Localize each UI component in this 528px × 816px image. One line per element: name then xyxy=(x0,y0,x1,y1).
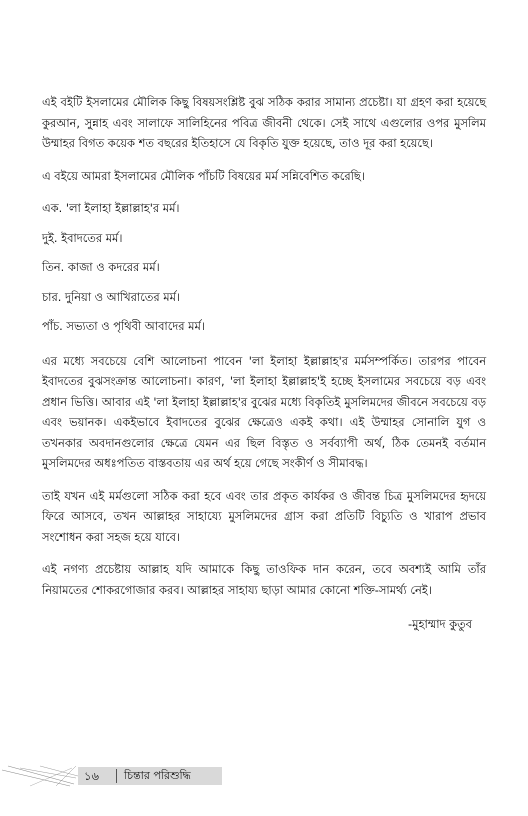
running-title: চিন্তার পরিশুদ্ধি xyxy=(124,769,191,782)
list-item: চার. দুনিয়া ও আখিরাতের মর্ম। xyxy=(42,289,180,304)
body-paragraph-1: এর মধ্যে সবচেয়ে বেশি আলোচনা পাবেন 'লা ইলাহা ইল্লাল্লাহ'র মর্মসম্পর্কিত। তারপর পাবেন ইবাদতের বুঝসংক্রান্ত আলোচনা। কারণ, 'লা ইলাহা ইল্লাল্লাহ'ই হচ্ছে ইসলামের সবচেয়ে বড় এবং প্রধান ভিত্তি। আবার এই 'লা ইলাহা ইল্লাল্লাহ'র বুঝের মধ্যে বিকৃতিই মুসলিমদের জীবনে সবচেয়ে বড় এবং ভয়ানক। একইভাবে ইবাদতের বুঝের ক্ষেত্রেও একই কথা। এই উম্মাহর সোনালি যুগ ও তখনকার অবদানগুলোর ক্ষেত্রে যেমন এর ছিল বিস্তৃত ও সর্বব্যাপী অর্থ, ঠিক তেমনই বর্তমান মুসলিমদের অধঃপতিত বাস্তবতায় এর অর্থ হয়ে গেছে সংকীর্ণ ও সীমাবদ্ধ। xyxy=(42,353,486,470)
list-item: এক. 'লা ইলাহা ইল্লাল্লাহ'র মর্ম। xyxy=(42,201,180,215)
author-signature: -মুহাম্মাদ কুতুব xyxy=(408,617,472,631)
page-number: ১৬ xyxy=(84,769,99,783)
body-paragraph-3: এই নগণ্য প্রচেষ্টায় আল্লাহ যদি আমাকে কিছু তাওফিক দান করেন, তবে অবশ্যই আমি তাঁর নিয়ামতের শোকরগোজার করব। আল্লাহর সাহায্য ছাড়া আমার কোনো শক্তি-সামর্থ্য নেই। xyxy=(42,562,486,597)
intro-paragraph-2: এ বইয়ে আমরা ইসলামের মৌলিক পাঁচটি বিষয়ের মর্ম সন্নিবেশিত করেছি। xyxy=(42,168,365,183)
page-footer xyxy=(0,764,230,788)
main-text xyxy=(42,92,486,635)
footer-ornament-icon xyxy=(0,764,80,788)
list-item: পাঁচ. সভ্যতা ও পৃথিবী আবাদের মর্ম। xyxy=(42,319,205,333)
list-item: দুই. ইবাদতের মর্ম। xyxy=(42,230,123,245)
footer-divider xyxy=(116,769,117,783)
intro-paragraph-1: এই বইটি ইসলামের মৌলিক কিছু বিষয়সংশ্লিষ্ট বুঝ সঠিক করার সামান্য প্রচেষ্টা। যা গ্রহণ করা হয়েছে কুরআন, সুন্নাহ এবং সালাফে সালিহিনের পবিত্র জীবনী থেকে। সেই সাথে এগুলোর ওপর মুসলিম উম্মাহর বিগত কয়েক শত বছরের ইতিহাসে যে বিকৃতি যুক্ত হয়েছে, তাও দূর করা হয়েছে। xyxy=(42,95,486,150)
body-paragraph-2: তাই যখন এই মর্মগুলো সঠিক করা হবে এবং তার প্রকৃত কার্যকর ও জীবন্ত চিত্র মুসলিমদের হৃদয়ে ফিরে আসবে, তখন আল্লাহর সাহায্যে মুসলিমদের গ্রাস করা প্রতিটি বিচ্যুতি ও খারাপ প্রভাব সংশোধন করা সহজ হয়ে যাবে। xyxy=(42,488,486,544)
topics-list xyxy=(42,198,486,337)
list-item: তিন. কাজা ও কদরের মর্ম। xyxy=(42,260,160,274)
